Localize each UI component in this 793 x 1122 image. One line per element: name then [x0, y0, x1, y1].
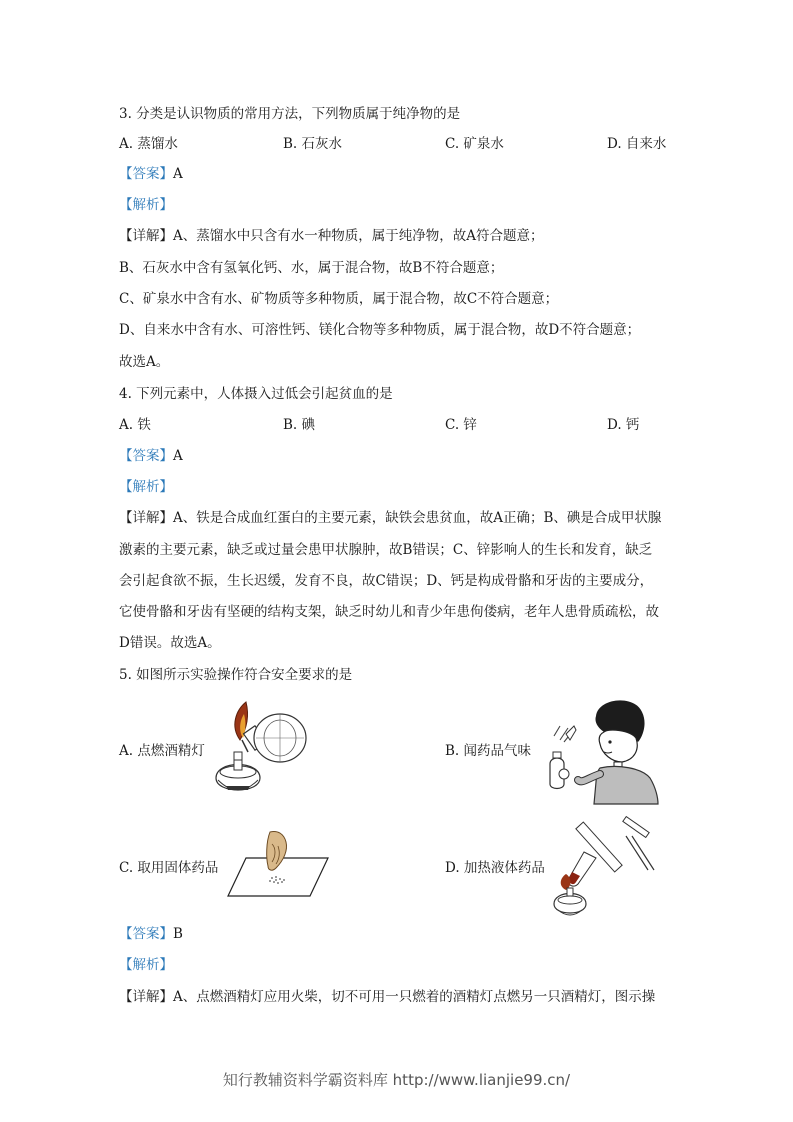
q3-detail-line: 故选A。 [119, 354, 170, 370]
q4-option-a: A. 铁 [119, 417, 151, 433]
q4-option-b: B. 碘 [283, 417, 316, 433]
detail-text: A、铁是合成血红蛋白的主要元素，缺铁会患贫血，故A正确；B、碘是合成甲状腺 [173, 510, 662, 526]
q4-detail-line: 激素的主要元素，缺乏或过量会患甲状腺肿，故B错误；C、锌影响人的生长和发育，缺乏 [119, 542, 653, 558]
q5-option-b: B. 闻药品气味 [445, 743, 532, 759]
q5-detail-line [119, 987, 655, 1007]
detail-text: A、蒸馏水中只含有水一种物质，属于纯净物，故A符合题意； [173, 228, 544, 244]
q3-detail-line: C、矿泉水中含有水、矿物质等多种物质，属于混合物，故C不符合题意； [119, 291, 559, 307]
q5-stem: 5. 如图所示实验操作符合安全要求的是 [119, 667, 353, 683]
answer-tag: 【答案】 [119, 166, 173, 182]
alcohol-lamp-lighting-illustration [208, 700, 312, 806]
q3-stem: 3. 分类是认识物质的常用方法，下列物质属于纯净物的是 [119, 106, 461, 122]
smell-reagent-illustration [538, 694, 678, 806]
q3-detail-line [119, 226, 544, 246]
answer-tag: 【答案】 [119, 448, 173, 464]
q3-option-d: D. 自来水 [607, 136, 667, 152]
q4-detail-line [119, 508, 661, 528]
q3-analysis-tag: 【解析】 [119, 197, 173, 213]
detail-tag: 【详解】 [119, 989, 173, 1005]
detail-tag: 【详解】 [119, 510, 173, 526]
take-solid-reagent-illustration [226, 828, 330, 898]
answer-value: A [173, 448, 183, 464]
q5-option-c: C. 取用固体药品 [119, 860, 219, 876]
q3-detail-line: B、石灰水中含有氢氧化钙、水，属于混合物，故B不符合题意； [119, 260, 504, 276]
heat-liquid-illustration [536, 814, 656, 924]
detail-tag: 【详解】 [119, 228, 173, 244]
answer-tag: 【答案】 [119, 926, 173, 942]
q4-detail-line: D错误。故选A。 [119, 635, 221, 651]
q5-answer [119, 924, 183, 944]
q3-option-b: B. 石灰水 [283, 136, 343, 152]
answer-value: A [173, 166, 183, 182]
q4-answer [119, 446, 183, 466]
detail-text: A、点燃酒精灯应用火柴，切不可用一只燃着的酒精灯点燃另一只酒精灯，图示操 [173, 989, 656, 1005]
q4-stem: 4. 下列元素中，人体摄入过低会引起贫血的是 [119, 386, 393, 402]
q5-option-d: D. 加热液体药品 [445, 860, 545, 876]
q4-option-c: C. 锌 [445, 417, 477, 433]
q4-option-d: D. 钙 [607, 417, 640, 433]
q3-option-c: C. 矿泉水 [445, 136, 504, 152]
answer-value: B [173, 926, 183, 942]
q4-detail-line: 会引起食欲不振，生长迟缓，发育不良，故C错误；D、钙是构成骨骼和牙齿的主要成分， [119, 573, 654, 589]
q3-option-a: A. 蒸馏水 [119, 136, 178, 152]
q4-analysis-tag: 【解析】 [119, 479, 173, 495]
q3-answer [119, 164, 183, 184]
q4-detail-line: 它使骨骼和牙齿有坚硬的结构支架，缺乏时幼儿和青少年患佝偻病，老年人患骨质疏松，故 [119, 604, 659, 620]
q5-analysis-tag: 【解析】 [119, 957, 173, 973]
q5-option-a: A. 点燃酒精灯 [119, 743, 205, 759]
q3-detail-line: D、自来水中含有水、可溶性钙、镁化合物等多种物质，属于混合物，故D不符合题意； [119, 322, 641, 338]
page-footer: 知行教辅资料学霸资料库 http://www.lianjie99.cn/ [222, 1071, 571, 1089]
